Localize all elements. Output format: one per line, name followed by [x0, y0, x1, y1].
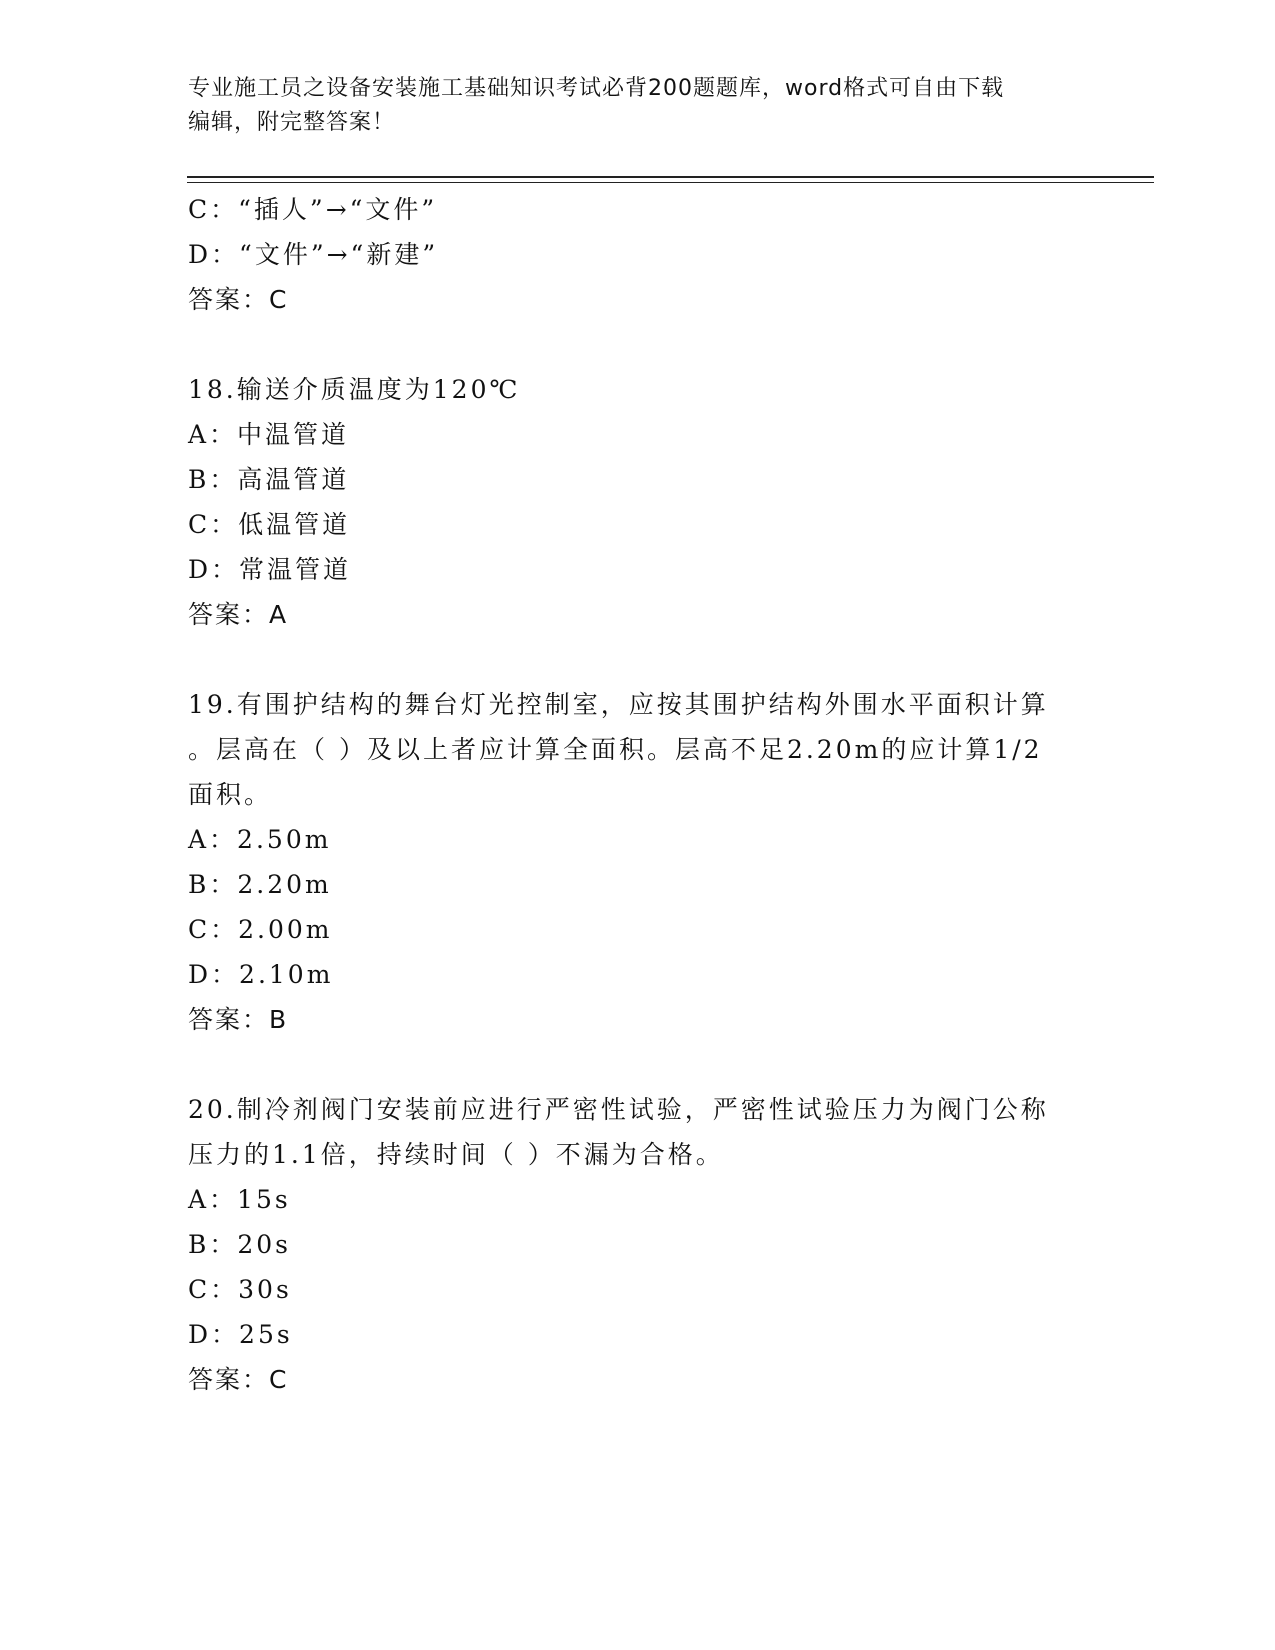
q20-question-line-1: 20.制冷剂阀门安装前应进行严密性试验，严密性试验压力为阀门公称: [188, 1095, 1049, 1124]
q17-option-d: D：“文件”→“新建”: [188, 240, 439, 269]
q20-option-a: A：15s: [188, 1185, 291, 1214]
q18-question: 18.输送介质温度为120℃: [188, 375, 521, 404]
q18-option-d: D：常温管道: [188, 555, 352, 584]
q17-option-c: C：“插人”→“文件”: [188, 195, 438, 224]
q20-question-line-2: 压力的1.1倍，持续时间（ ）不漏为合格。: [188, 1140, 724, 1169]
q18-option-a: A：中温管道: [188, 420, 350, 449]
q19-option-b: B：2.20m: [188, 870, 332, 899]
q19-option-c: C：2.00m: [188, 915, 333, 944]
q19-question-line-1: 19.有围护结构的舞台灯光控制室，应按其围护结构外围水平面积计算: [188, 690, 1049, 719]
q20-option-d: D：25s: [188, 1320, 293, 1349]
header-divider-thick: [187, 176, 1154, 178]
q19-option-a: A：2.50m: [188, 825, 332, 854]
q19-option-d: D：2.10m: [188, 960, 334, 989]
q19-question-line-2: 。层高在（ ）及以上者应计算全面积。层高不足2.20m的应计算1/2: [188, 735, 1043, 764]
q18-option-c: C：低温管道: [188, 510, 351, 539]
q20-option-c: C：30s: [188, 1275, 292, 1304]
q20-option-b: B：20s: [188, 1230, 292, 1259]
page-header: [188, 72, 1068, 140]
q17-answer: 答案：C: [188, 285, 289, 314]
q19-answer: 答案：B: [188, 1005, 289, 1034]
q18-option-b: B：高温管道: [188, 465, 350, 494]
header-line-2: 编辑，附完整答案！: [188, 110, 396, 135]
header-divider-thin: [187, 182, 1154, 183]
q20-answer: 答案：C: [188, 1365, 289, 1394]
q19-question-line-3: 面积。: [188, 780, 273, 809]
q18-answer: 答案：A: [188, 600, 289, 629]
header-line-1: 专业施工员之设备安装施工基础知识考试必背200题题库，word格式可自由下载: [188, 76, 1005, 101]
